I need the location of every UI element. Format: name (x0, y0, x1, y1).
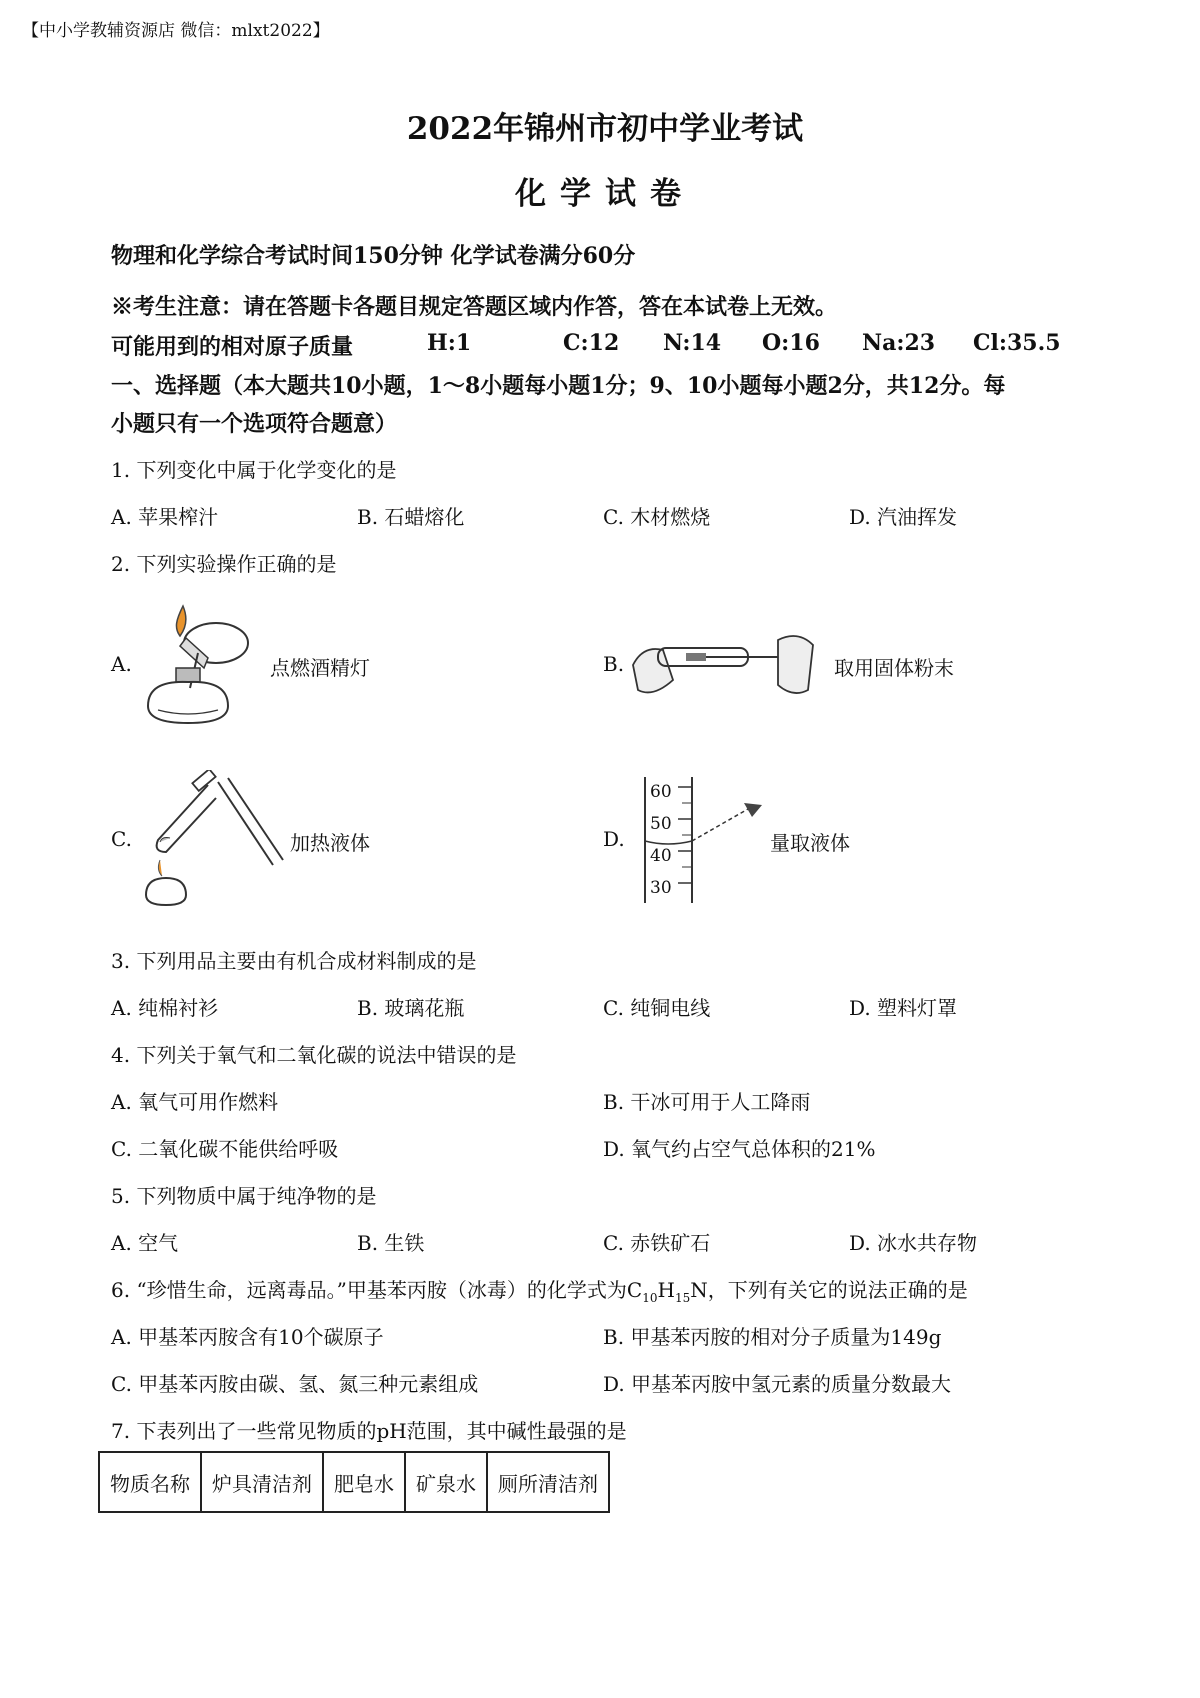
cylinder-mark-60: 60 (650, 782, 672, 802)
q6-hydrogen-count: 15 (674, 1291, 691, 1305)
table-header-cell: 物质名称 (99, 1452, 201, 1512)
q6-stem-start: 6. “珍惜生命，远离毒品。”甲基苯丙胺（冰毒）的化学式为C (111, 1278, 643, 1302)
page-title: 2022年锦州市初中学业考试 (406, 111, 804, 147)
q6-carbon-count: 10 (642, 1291, 658, 1305)
question-2: 2. 下列实验操作正确的是 (111, 552, 337, 576)
q6-stem-end: N，下列有关它的说法正确的是 (690, 1278, 968, 1302)
q4-option-c: C. 二氧化碳不能供给呼吸 (111, 1137, 339, 1161)
q3-option-c: C. 纯铜电线 (603, 996, 711, 1020)
atomic-mass-item: Na:23 (862, 330, 936, 356)
cylinder-mark-40: 40 (650, 846, 672, 866)
atomic-mass-item: H:1 (427, 330, 472, 356)
question-5: 5. 下列物质中属于纯净物的是 (111, 1184, 377, 1208)
q5-option-b: B. 生铁 (357, 1231, 425, 1255)
cylinder-mark-30: 30 (650, 878, 672, 898)
q2-option-b-letter: B. (603, 652, 625, 676)
powder-test-tube-figure (628, 620, 818, 700)
q2-option-d-caption: 量取液体 (770, 831, 850, 855)
question-1: 1. 下列变化中属于化学变化的是 (111, 458, 397, 482)
exam-info: 物理和化学综合考试时间150分钟 化学试卷满分60分 (111, 243, 636, 269)
q6-option-a: A. 甲基苯丙胺含有10个碳原子 (111, 1325, 384, 1349)
q1-option-d: D. 汽油挥发 (849, 505, 958, 529)
atomic-mass-item: O:16 (762, 330, 820, 356)
q2-option-c-caption: 加热液体 (290, 831, 370, 855)
q1-option-b: B. 石蜡熔化 (357, 505, 465, 529)
question-6 (111, 1274, 968, 1305)
table-row (99, 1452, 609, 1512)
notice: ※考生注意：请在答题卡各题目规定答题区域内作答，答在本试卷上无效。 (111, 294, 838, 320)
table-header-cell: 厕所清洁剂 (487, 1452, 609, 1512)
q6-hydrogen-symbol: H (657, 1278, 675, 1302)
q1-option-a: A. 苹果榨汁 (111, 505, 219, 529)
q2-option-a-caption: 点燃酒精灯 (270, 656, 370, 680)
q2-option-d-letter: D. (603, 827, 625, 851)
q6-option-d: D. 甲基苯丙胺中氢元素的质量分数最大 (603, 1372, 952, 1396)
q2-option-a-letter: A. (111, 652, 132, 676)
q4-option-b: B. 干冰可用于人工降雨 (603, 1090, 811, 1114)
q2-option-b-caption: 取用固体粉末 (834, 656, 954, 680)
atomic-mass-row (111, 330, 1111, 360)
table-header-cell: 肥皂水 (323, 1452, 405, 1512)
q5-option-a: A. 空气 (111, 1231, 179, 1255)
atomic-mass-item: C:12 (563, 330, 620, 356)
alcohol-lamp-figure (138, 598, 268, 728)
section-heading-cont: 小题只有一个选项符合题意） (111, 411, 398, 437)
question-7: 7. 下表列出了一些常见物质的pH范围，其中碱性最强的是 (111, 1419, 627, 1443)
atomic-mass-item: Cl:35.5 (973, 330, 1061, 356)
cylinder-scale (650, 776, 672, 904)
q5-option-d: D. 冰水共存物 (849, 1231, 978, 1255)
ph-table (98, 1451, 610, 1513)
q4-option-d: D. 氧气约占空气总体积的21% (603, 1137, 876, 1161)
q3-option-d: D. 塑料灯罩 (849, 996, 958, 1020)
q6-option-b: B. 甲基苯丙胺的相对分子质量为149g (603, 1325, 942, 1349)
cylinder-mark-50: 50 (650, 814, 672, 834)
atomic-mass-item: N:14 (663, 330, 722, 356)
q2-option-c-letter: C. (111, 827, 132, 851)
q6-option-c: C. 甲基苯丙胺由碳、氢、氮三种元素组成 (111, 1372, 479, 1396)
q3-option-a: A. 纯棉衬衫 (111, 996, 219, 1020)
q1-option-c: C. 木材燃烧 (603, 505, 711, 529)
question-3: 3. 下列用品主要由有机合成材料制成的是 (111, 949, 477, 973)
q4-option-a: A. 氧气可用作燃料 (111, 1090, 279, 1114)
q3-option-b: B. 玻璃花瓶 (357, 996, 465, 1020)
heating-liquid-figure (138, 770, 288, 910)
section-heading: 一、选择题（本大题共10小题，1～8小题每小题1分；9、10小题每小题2分，共12分。每 (111, 373, 1006, 399)
q5-option-c: C. 赤铁矿石 (603, 1231, 711, 1255)
table-header-cell: 矿泉水 (405, 1452, 487, 1512)
page-subtitle: 化学试卷 (515, 176, 695, 212)
question-4: 4. 下列关于氧气和二氧化碳的说法中错误的是 (111, 1043, 517, 1067)
table-header-cell: 炉具清洁剂 (201, 1452, 323, 1512)
atomic-mass-label: 可能用到的相对原子质量 (111, 334, 354, 360)
watermark: 【中小学教辅资源店 微信：mlxt2022】 (22, 21, 330, 41)
